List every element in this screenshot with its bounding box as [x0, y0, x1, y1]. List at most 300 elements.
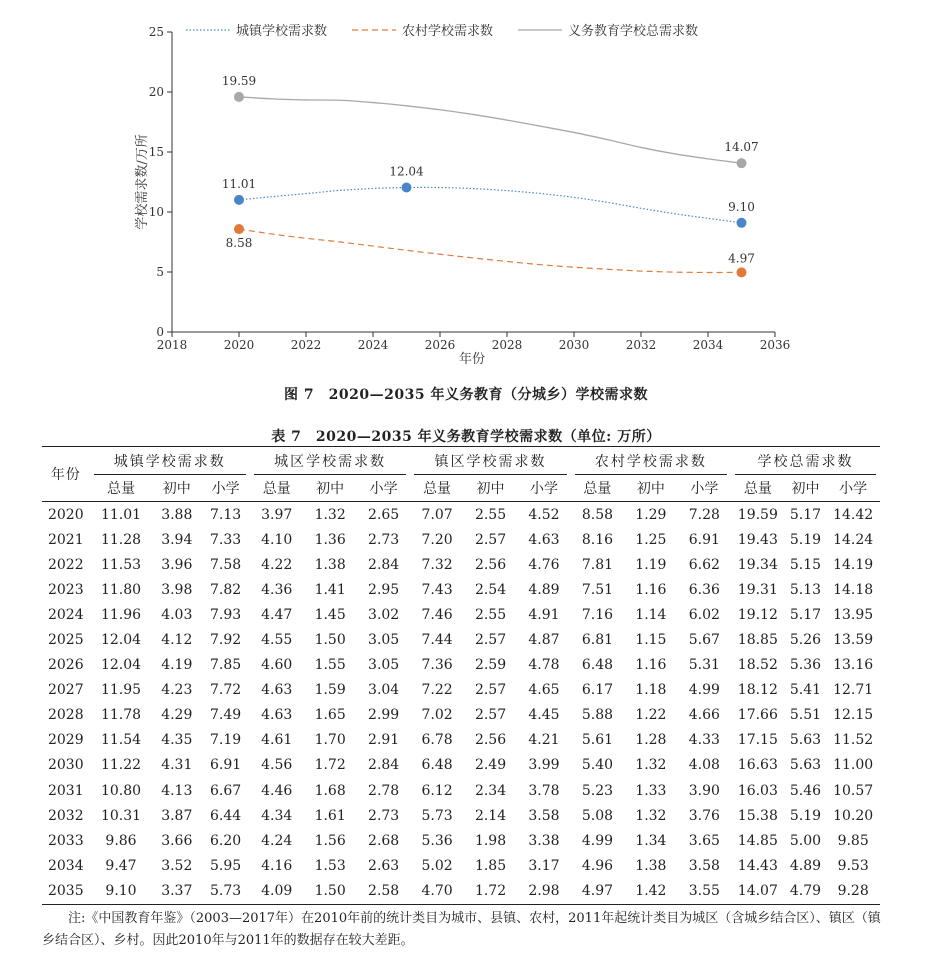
value-cell: 11.54 — [100, 732, 142, 749]
value-cell: 4.60 — [261, 657, 293, 674]
value-cell: 5.73 — [421, 807, 453, 824]
value-cell: 4.34 — [261, 807, 293, 824]
table-row — [42, 577, 880, 602]
value-cell: 7.20 — [421, 531, 453, 548]
value-cell: 9.53 — [837, 857, 869, 874]
value-cell: 2.57 — [474, 707, 507, 724]
value-cell: 1.72 — [314, 757, 346, 774]
value-cell: 3.96 — [161, 556, 193, 573]
subheader-cell: 小学 — [690, 481, 719, 497]
data-label: 8.58 — [225, 236, 253, 251]
series-line — [239, 97, 742, 163]
value-cell: 6.62 — [688, 556, 720, 573]
subheader-cell: 总量 — [583, 481, 612, 497]
chart-legend — [186, 23, 698, 39]
value-cell: 6.78 — [421, 732, 453, 749]
subheader-cell: 总量 — [262, 481, 291, 497]
value-cell: 3.55 — [688, 882, 720, 899]
value-cell: 14.07 — [737, 882, 778, 899]
value-cell: 4.91 — [528, 606, 560, 623]
value-cell: 1.32 — [314, 506, 346, 523]
value-cell: 2.91 — [368, 732, 400, 749]
value-cell: 5.17 — [789, 506, 822, 523]
y-axis-title: 学校需求数/万所 — [135, 134, 150, 230]
value-cell: 4.45 — [528, 707, 560, 724]
value-cell: 17.15 — [737, 732, 778, 749]
value-cell: 1.38 — [314, 556, 346, 573]
value-cell: 11.00 — [833, 757, 874, 774]
value-cell: 2.55 — [474, 506, 507, 523]
value-cell: 5.23 — [581, 782, 614, 799]
value-cell: 4.99 — [688, 682, 720, 699]
value-cell: 4.09 — [261, 882, 293, 899]
value-cell: 5.40 — [581, 757, 614, 774]
value-cell: 1.56 — [314, 832, 346, 849]
value-cell: 4.52 — [528, 506, 560, 523]
table-row — [42, 552, 880, 577]
year-cell: 2029 — [47, 732, 84, 749]
value-cell: 4.24 — [261, 832, 293, 849]
table-row — [42, 527, 880, 552]
value-cell: 1.22 — [635, 707, 667, 724]
year-cell: 2031 — [47, 782, 84, 799]
value-cell: 2.57 — [474, 531, 507, 548]
year-cell: 2022 — [47, 556, 84, 573]
value-cell: 4.89 — [528, 581, 560, 598]
value-cell: 7.51 — [581, 581, 614, 598]
value-cell: 1.19 — [635, 556, 667, 573]
value-cell: 11.96 — [100, 606, 142, 623]
value-cell: 7.16 — [581, 606, 614, 623]
value-cell: 5.63 — [789, 757, 822, 774]
data-point-marker — [402, 183, 412, 193]
group-header-town-district: 镇区学校需求数 — [410, 447, 570, 476]
value-cell: 3.52 — [161, 857, 193, 874]
value-cell: 18.52 — [737, 657, 778, 674]
value-cell: 7.46 — [421, 606, 453, 623]
value-cell: 2.14 — [474, 807, 507, 824]
value-cell: 2.34 — [474, 782, 507, 799]
y-tick-label: 25 — [148, 25, 164, 39]
series-line — [239, 229, 742, 272]
value-cell: 4.70 — [421, 882, 453, 899]
table-body — [42, 502, 880, 905]
value-cell: 7.43 — [421, 581, 453, 598]
year-cell: 2023 — [47, 581, 84, 598]
value-cell: 1.29 — [635, 506, 667, 523]
value-cell: 3.38 — [528, 832, 560, 849]
value-cell: 4.96 — [581, 857, 614, 874]
value-cell: 7.22 — [421, 682, 453, 699]
value-cell: 15.38 — [737, 807, 778, 824]
value-cell: 11.22 — [100, 757, 142, 774]
value-cell: 1.41 — [314, 581, 346, 598]
value-cell: 3.17 — [528, 857, 560, 874]
value-cell: 3.58 — [528, 807, 560, 824]
year-header: 年份 — [50, 467, 81, 483]
value-cell: 5.31 — [688, 657, 720, 674]
value-cell: 5.88 — [581, 707, 614, 724]
subheader-cell: 总量 — [423, 481, 452, 497]
value-cell: 1.59 — [314, 682, 346, 699]
value-cell: 3.97 — [261, 506, 293, 523]
value-cell: 1.33 — [635, 782, 667, 799]
subheader-cell: 小学 — [529, 481, 558, 497]
data-point-marker — [737, 267, 747, 277]
value-cell: 1.45 — [314, 606, 346, 623]
table-row — [42, 602, 880, 627]
value-cell: 4.35 — [161, 732, 193, 749]
value-cell: 5.73 — [209, 882, 242, 899]
value-cell: 1.98 — [474, 832, 507, 849]
value-cell: 7.72 — [209, 682, 242, 699]
x-axis-title: 年份 — [458, 352, 486, 367]
table-row — [42, 678, 880, 703]
value-cell: 1.50 — [314, 882, 346, 899]
year-cell: 2020 — [47, 506, 84, 523]
value-cell: 4.63 — [261, 707, 293, 724]
data-point-marker — [234, 92, 244, 102]
value-cell: 6.81 — [581, 632, 614, 649]
value-cell: 1.72 — [474, 882, 507, 899]
value-cell: 2.84 — [368, 757, 400, 774]
value-cell: 10.80 — [100, 782, 142, 799]
value-cell: 4.79 — [789, 882, 822, 899]
legend-label: 义务教育学校总需求数 — [568, 24, 699, 39]
table-row — [42, 502, 880, 528]
value-cell: 4.89 — [789, 857, 822, 874]
value-cell: 7.32 — [421, 556, 453, 573]
value-cell: 1.70 — [314, 732, 346, 749]
value-cell: 3.99 — [528, 757, 560, 774]
value-cell: 6.12 — [421, 782, 453, 799]
value-cell: 3.76 — [688, 807, 720, 824]
value-cell: 4.19 — [161, 657, 193, 674]
value-cell: 4.03 — [161, 606, 193, 623]
value-cell: 7.44 — [421, 632, 453, 649]
value-cell: 3.87 — [161, 807, 193, 824]
value-cell: 4.61 — [261, 732, 293, 749]
table-row — [42, 878, 880, 904]
value-cell: 4.99 — [581, 832, 614, 849]
value-cell: 7.19 — [209, 732, 242, 749]
value-cell: 5.67 — [688, 632, 720, 649]
value-cell: 4.47 — [261, 606, 293, 623]
value-cell: 12.04 — [100, 657, 142, 674]
value-cell: 2.99 — [368, 707, 400, 724]
year-cell: 2025 — [47, 632, 84, 649]
value-cell: 10.57 — [833, 782, 874, 799]
value-cell: 7.13 — [209, 506, 242, 523]
y-tick-label: 15 — [148, 145, 164, 159]
value-cell: 5.08 — [581, 807, 614, 824]
value-cell: 6.48 — [421, 757, 453, 774]
data-label: 4.97 — [728, 251, 755, 266]
value-cell: 5.95 — [209, 857, 242, 874]
subheader-cell: 总量 — [107, 481, 135, 497]
value-cell: 2.95 — [368, 581, 400, 598]
value-cell: 14.18 — [833, 581, 874, 598]
table-row — [42, 853, 880, 878]
figure-caption: 图 7 2020—2035 年义务教育（分城乡）学校需求数 — [284, 387, 648, 403]
value-cell: 14.85 — [737, 832, 778, 849]
value-cell: 19.34 — [737, 556, 778, 573]
value-cell: 2.73 — [368, 807, 400, 824]
data-table — [42, 446, 880, 905]
value-cell: 12.04 — [100, 632, 142, 649]
value-cell: 17.66 — [737, 707, 778, 724]
value-cell: 4.13 — [161, 782, 193, 799]
x-tick-label: 2036 — [759, 338, 791, 352]
value-cell: 11.78 — [100, 707, 142, 724]
value-cell: 6.20 — [209, 832, 242, 849]
subheader-cell: 小学 — [839, 481, 868, 497]
value-cell: 4.66 — [688, 707, 720, 724]
value-cell: 6.36 — [688, 581, 720, 598]
value-cell: 1.36 — [314, 531, 346, 548]
value-cell: 2.65 — [368, 506, 400, 523]
y-tick-label: 10 — [148, 205, 164, 219]
line-chart — [0, 0, 932, 380]
x-tick-label: 2026 — [424, 338, 456, 352]
value-cell: 4.12 — [161, 632, 193, 649]
data-point-marker — [234, 195, 244, 205]
value-cell: 1.34 — [635, 832, 667, 849]
value-cell: 5.36 — [421, 832, 453, 849]
value-cell: 4.56 — [261, 757, 293, 774]
year-cell: 2024 — [47, 606, 84, 623]
value-cell: 4.65 — [528, 682, 560, 699]
value-cell: 1.18 — [635, 682, 667, 699]
data-label: 9.10 — [728, 199, 755, 214]
value-cell: 4.31 — [161, 757, 193, 774]
subheader-cell: 小学 — [211, 481, 240, 497]
value-cell: 1.25 — [635, 531, 667, 548]
value-cell: 4.46 — [261, 782, 293, 799]
table-row — [42, 728, 880, 753]
value-cell: 4.08 — [688, 757, 720, 774]
value-cell: 3.94 — [161, 531, 193, 548]
value-cell: 14.42 — [833, 506, 874, 523]
data-label: 11.01 — [221, 176, 257, 191]
value-cell: 11.53 — [100, 556, 142, 573]
year-cell: 2030 — [47, 757, 84, 774]
value-cell: 5.15 — [789, 556, 822, 573]
table-note: 注:《中国教育年鉴》（2003—2017年）在2010年前的统计类目为城市、县镇、农村，2011年起统计类目为城区（含城乡结合区）、镇区（镇乡结合区）、乡村。因此2010年与2011年的数据存在较大差距。 — [42, 911, 881, 948]
value-cell: 7.85 — [209, 657, 242, 674]
value-cell: 7.28 — [688, 506, 720, 523]
year-cell: 2021 — [47, 531, 84, 548]
value-cell: 7.33 — [209, 531, 242, 548]
table-caption: 表 7 2020—2035 年义务教育学校需求数（单位: 万所） — [271, 429, 661, 445]
value-cell: 4.21 — [528, 732, 560, 749]
value-cell: 6.91 — [688, 531, 720, 548]
value-cell: 1.53 — [314, 857, 346, 874]
table-row — [42, 653, 880, 678]
value-cell: 4.22 — [261, 556, 293, 573]
legend-label: 农村学校需求数 — [402, 24, 494, 39]
value-cell: 7.36 — [421, 657, 453, 674]
value-cell: 16.03 — [737, 782, 778, 799]
value-cell: 2.49 — [474, 757, 507, 774]
value-cell: 5.02 — [421, 857, 453, 874]
value-cell: 1.32 — [635, 807, 667, 824]
value-cell: 10.20 — [833, 807, 874, 824]
x-tick-label: 2022 — [290, 338, 322, 352]
x-tick-label: 2028 — [491, 338, 523, 352]
data-label: 19.59 — [221, 73, 257, 88]
value-cell: 3.78 — [528, 782, 560, 799]
value-cell: 5.00 — [789, 832, 822, 849]
value-cell: 3.88 — [161, 506, 193, 523]
value-cell: 3.02 — [368, 606, 400, 623]
value-cell: 8.16 — [581, 531, 614, 548]
value-cell: 1.85 — [474, 857, 507, 874]
table-row — [42, 753, 880, 778]
value-cell: 1.65 — [314, 707, 346, 724]
value-cell: 3.98 — [161, 581, 193, 598]
value-cell: 1.32 — [635, 757, 667, 774]
series-line — [239, 187, 742, 222]
value-cell: 2.58 — [368, 882, 400, 899]
value-cell: 3.04 — [368, 682, 400, 699]
value-cell: 3.05 — [368, 632, 400, 649]
value-cell: 4.16 — [261, 857, 293, 874]
value-cell: 4.33 — [688, 732, 720, 749]
value-cell: 6.17 — [581, 682, 614, 699]
value-cell: 9.47 — [105, 857, 137, 874]
year-cell: 2028 — [47, 707, 84, 724]
value-cell: 5.26 — [789, 632, 822, 649]
value-cell: 5.19 — [789, 807, 822, 824]
x-tick-label: 2030 — [558, 338, 590, 352]
value-cell: 4.23 — [161, 682, 193, 699]
value-cell: 1.68 — [314, 782, 346, 799]
value-cell: 6.48 — [581, 657, 614, 674]
value-cell: 16.63 — [737, 757, 778, 774]
value-cell: 7.92 — [209, 632, 242, 649]
value-cell: 11.80 — [100, 581, 142, 598]
value-cell: 14.19 — [833, 556, 874, 573]
value-cell: 1.14 — [635, 606, 667, 623]
value-cell: 8.58 — [581, 506, 614, 523]
subheader-cell: 小学 — [369, 481, 398, 497]
value-cell: 11.95 — [100, 682, 142, 699]
y-tick-label: 0 — [156, 325, 164, 339]
value-cell: 2.68 — [368, 832, 400, 849]
year-cell: 2034 — [47, 857, 84, 874]
y-tick-label: 20 — [148, 85, 164, 99]
value-cell: 9.85 — [837, 832, 869, 849]
value-cell: 9.28 — [837, 882, 869, 899]
subheader-cell: 初中 — [316, 481, 345, 497]
value-cell: 14.43 — [737, 857, 778, 874]
value-cell: 1.42 — [635, 882, 667, 899]
value-cell: 6.91 — [209, 757, 242, 774]
value-cell: 4.63 — [528, 531, 560, 548]
value-cell: 5.63 — [789, 732, 822, 749]
year-cell: 2032 — [47, 807, 84, 824]
value-cell: 4.63 — [261, 682, 293, 699]
value-cell: 4.29 — [161, 707, 193, 724]
chart-series — [222, 74, 759, 277]
table-group-header-row — [42, 447, 880, 476]
value-cell: 7.82 — [209, 581, 242, 598]
table-row — [42, 703, 880, 728]
value-cell: 2.63 — [368, 857, 400, 874]
x-tick-label: 2018 — [156, 338, 188, 352]
value-cell: 5.13 — [789, 581, 822, 598]
year-cell: 2033 — [47, 832, 84, 849]
group-header-urban-town: 城镇学校需求数 — [90, 447, 250, 476]
value-cell: 1.50 — [314, 632, 346, 649]
value-cell: 4.10 — [261, 531, 293, 548]
value-cell: 4.76 — [528, 556, 560, 573]
table-row — [42, 778, 880, 803]
x-tick-label: 2024 — [357, 338, 389, 352]
table-row — [42, 828, 880, 853]
year-cell: 2035 — [47, 882, 84, 899]
value-cell: 1.61 — [314, 807, 346, 824]
value-cell: 13.95 — [833, 606, 874, 623]
value-cell: 5.61 — [581, 732, 614, 749]
value-cell: 5.51 — [789, 707, 822, 724]
value-cell: 12.15 — [833, 707, 874, 724]
value-cell: 10.31 — [100, 807, 142, 824]
value-cell: 4.87 — [528, 632, 560, 649]
value-cell: 3.66 — [161, 832, 193, 849]
group-header-total: 学校总需求数 — [731, 447, 880, 476]
subheader-cell: 初中 — [791, 481, 820, 497]
data-label: 12.04 — [389, 164, 424, 179]
value-cell: 3.65 — [688, 832, 720, 849]
value-cell: 14.24 — [833, 531, 874, 548]
value-cell: 5.36 — [789, 657, 822, 674]
value-cell: 3.90 — [688, 782, 720, 799]
value-cell: 3.58 — [688, 857, 720, 874]
value-cell: 3.05 — [368, 657, 400, 674]
value-cell: 13.16 — [833, 657, 874, 674]
value-cell: 2.84 — [368, 556, 400, 573]
value-cell: 7.49 — [209, 707, 242, 724]
value-cell: 5.17 — [789, 606, 822, 623]
year-cell: 2027 — [47, 682, 84, 699]
value-cell: 2.57 — [474, 632, 507, 649]
group-header-rural: 农村学校需求数 — [571, 447, 731, 476]
value-cell: 1.15 — [635, 632, 667, 649]
value-cell: 2.98 — [528, 882, 560, 899]
value-cell: 19.31 — [737, 581, 778, 598]
value-cell: 2.73 — [368, 531, 400, 548]
value-cell: 2.56 — [474, 732, 507, 749]
y-tick-label: 5 — [156, 265, 164, 279]
x-tick-label: 2020 — [223, 338, 255, 352]
value-cell: 13.59 — [833, 632, 874, 649]
value-cell: 1.28 — [635, 732, 667, 749]
data-point-marker — [737, 218, 747, 228]
table-row — [42, 803, 880, 828]
value-cell: 9.10 — [105, 882, 137, 899]
value-cell: 7.58 — [209, 556, 242, 573]
data-point-marker — [234, 224, 244, 234]
value-cell: 7.07 — [421, 506, 453, 523]
value-cell: 11.28 — [100, 531, 142, 548]
value-cell: 7.02 — [421, 707, 453, 724]
value-cell: 5.46 — [789, 782, 822, 799]
data-label: 14.07 — [724, 140, 759, 155]
value-cell: 6.02 — [688, 606, 720, 623]
value-cell: 1.55 — [314, 657, 346, 674]
